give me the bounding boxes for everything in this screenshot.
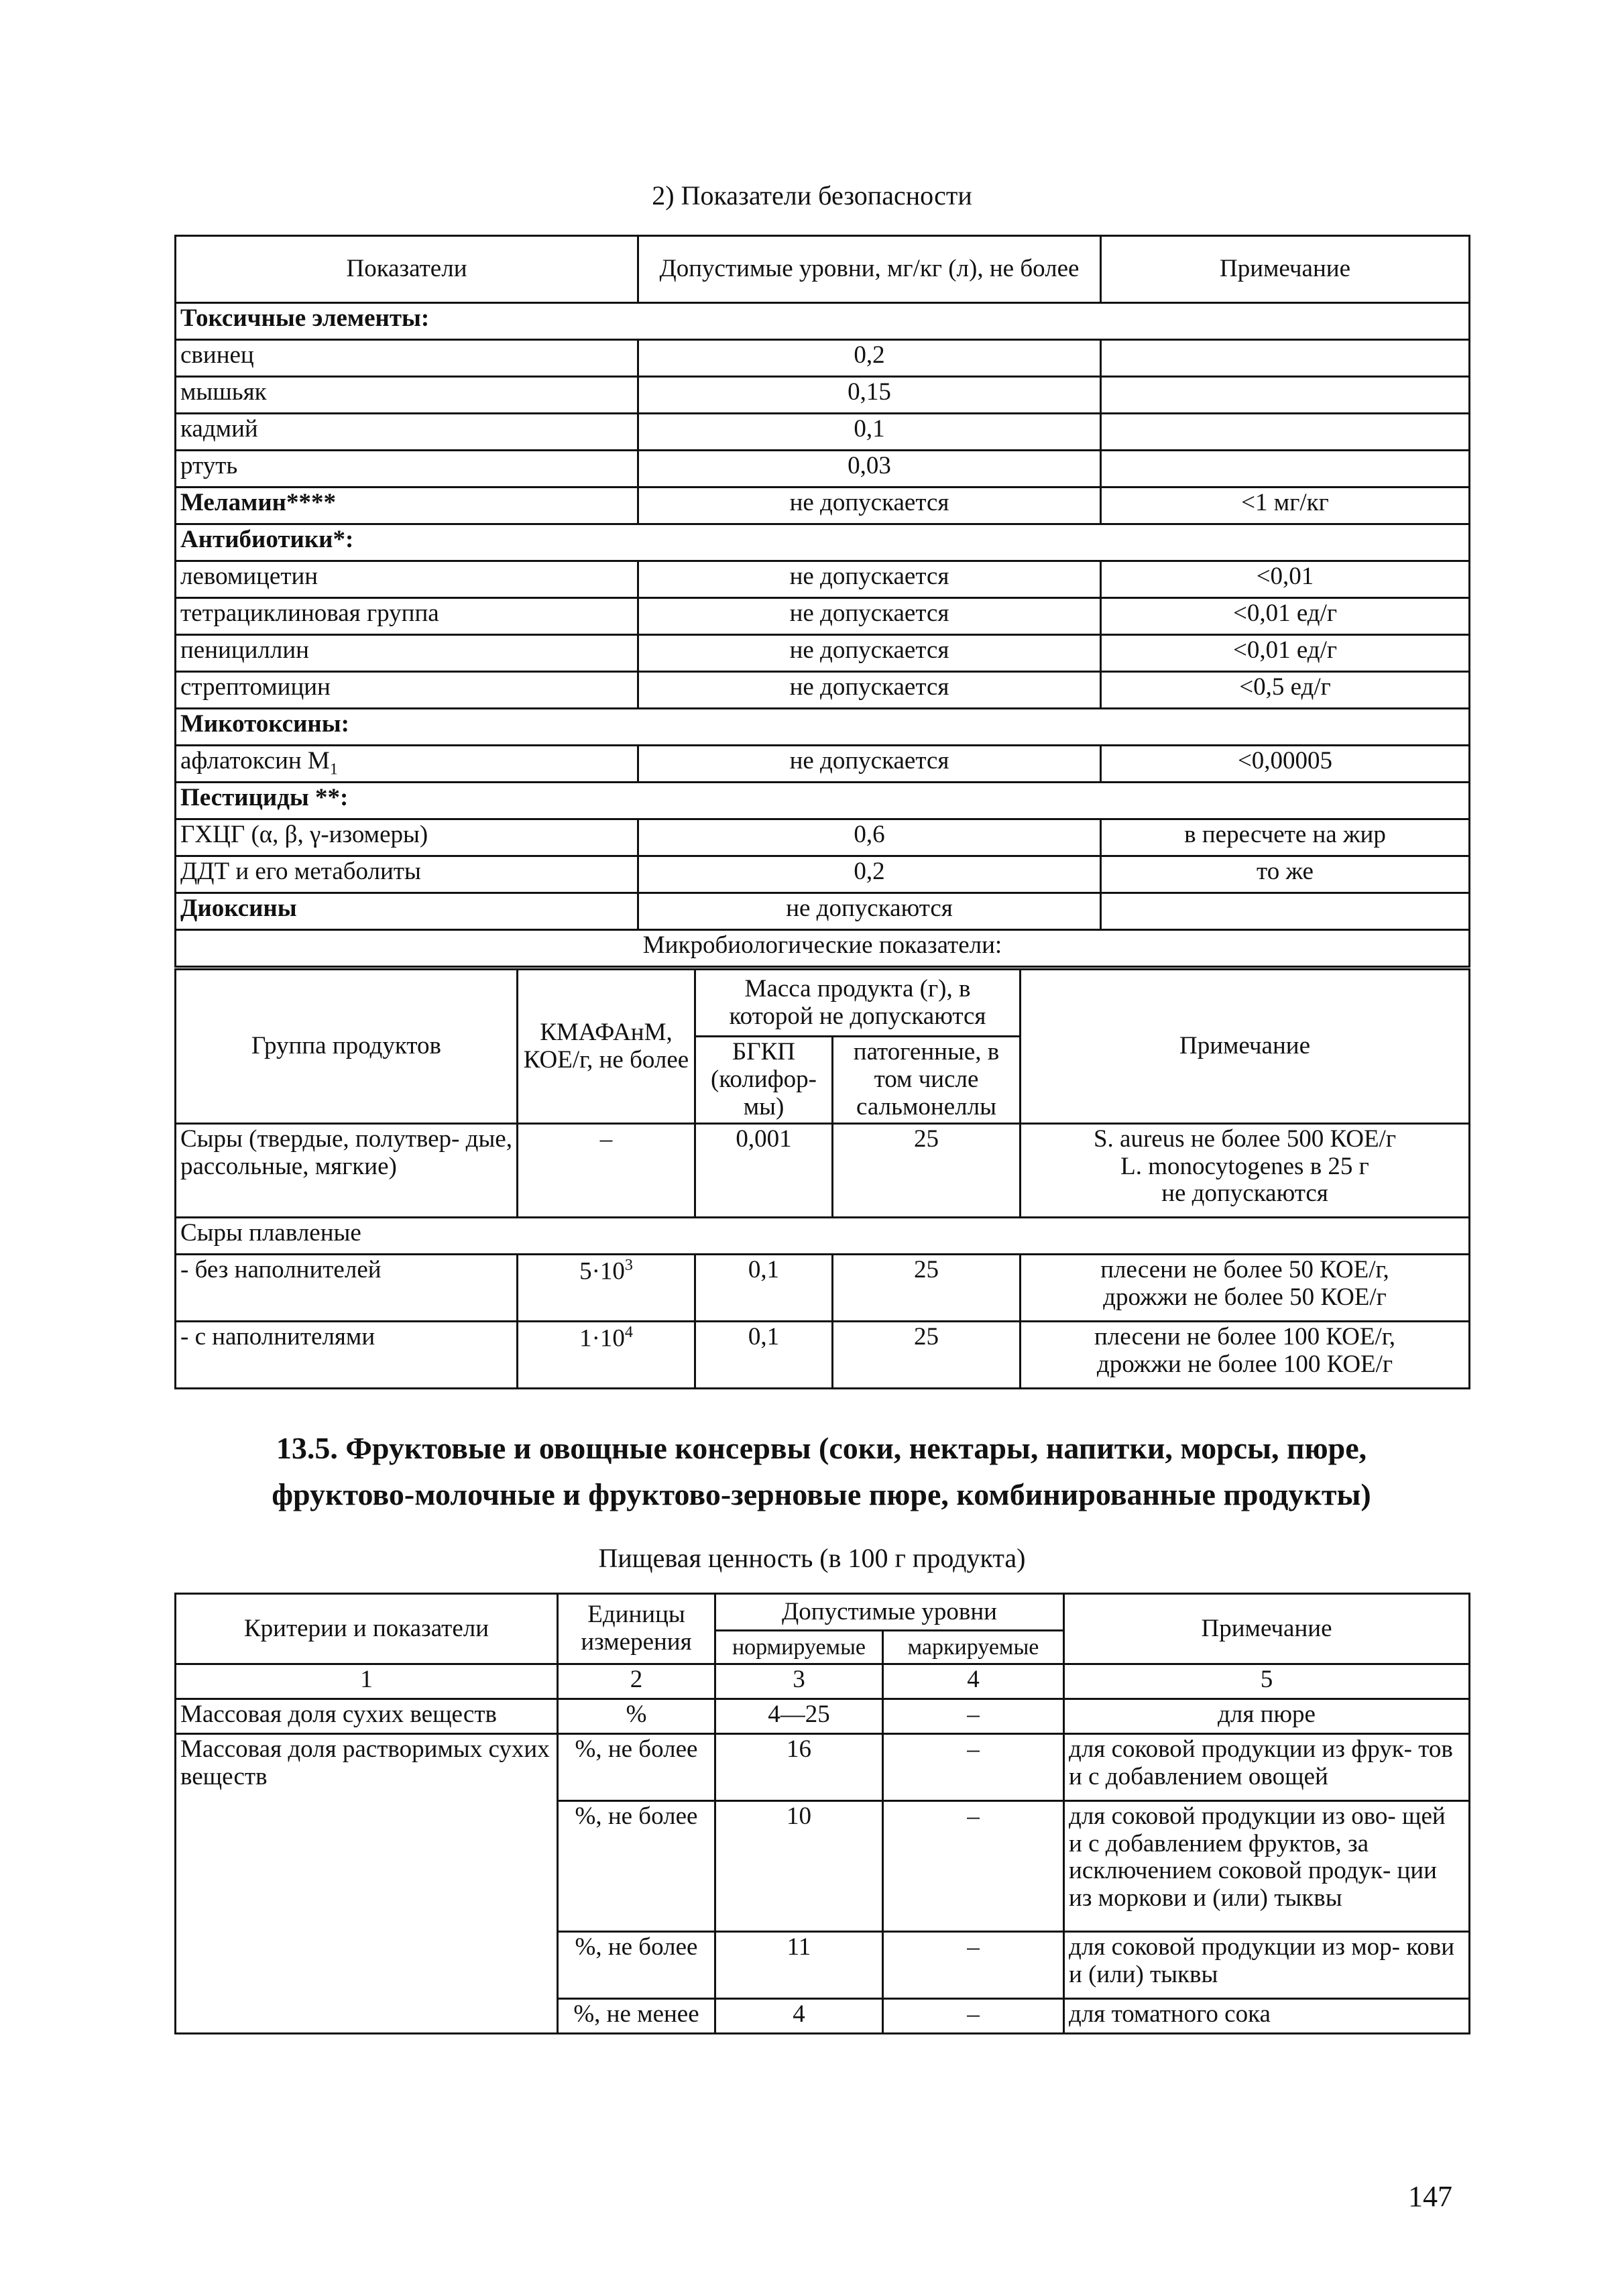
- section-title: [174, 1425, 1468, 1517]
- exponent: 4: [624, 1324, 633, 1341]
- row-value: 0,6: [638, 819, 1101, 856]
- micro-table: [174, 968, 1470, 1389]
- row-value: не допускается: [638, 598, 1101, 635]
- row-labeled: –: [883, 1801, 1064, 1932]
- row-name: Массовая доля сухих веществ: [176, 1699, 558, 1734]
- row-note: [1101, 340, 1470, 377]
- header-labeled: маркируемые: [883, 1631, 1064, 1664]
- group-pesticides: Пестициды **:: [176, 783, 1470, 819]
- header-indicators: Показатели: [176, 236, 638, 303]
- row-name: мышьяк: [176, 377, 638, 414]
- micro-caption: Микробиологические показатели:: [176, 930, 1470, 967]
- row-unit: %, не более: [558, 1932, 715, 1999]
- row-name: Диоксины: [176, 893, 638, 930]
- row-value: 0,2: [638, 340, 1101, 377]
- row-pathogenic: 25: [833, 1322, 1021, 1389]
- group-mycotoxins: Микотоксины:: [176, 709, 1470, 746]
- header-group: Группа продуктов: [176, 970, 518, 1124]
- page-number: 147: [1408, 2180, 1452, 2213]
- header-units: Единицы измерения: [558, 1594, 715, 1664]
- row-value: 0,2: [638, 856, 1101, 893]
- subscript: 1: [329, 760, 338, 779]
- header-note: Примечание: [1021, 970, 1470, 1124]
- safety-table: [174, 235, 1470, 968]
- exponent: 3: [624, 1257, 633, 1274]
- row-bgkp: 0,1: [695, 1255, 833, 1322]
- processed-cheese-label: Сыры плавленые: [176, 1218, 1470, 1255]
- row-name: ДДТ и его метаболиты: [176, 856, 638, 893]
- header-levels: Допустимые уровни, мг/кг (л), не более: [638, 236, 1101, 303]
- row-unit: %, не более: [558, 1734, 715, 1801]
- header-mass: Масса продукта (г), в которой не допускаются: [695, 970, 1021, 1037]
- row-note: для пюре: [1064, 1699, 1470, 1734]
- row-name: ГХЦГ (α, β, γ-изомеры): [176, 819, 638, 856]
- row-name: Меламин****: [176, 487, 638, 524]
- row-name: ртуть: [176, 451, 638, 487]
- row-note: для соковой продукции из ово- щей и с добавлением фруктов, за исключением соковой продук- ции из моркови и (или) тыквы: [1064, 1801, 1470, 1932]
- row-labeled: –: [883, 1932, 1064, 1999]
- header-bgkp: БГКП (колифор- мы): [695, 1037, 833, 1124]
- row-labeled: –: [883, 1999, 1064, 2034]
- row-pathogenic: 25: [833, 1124, 1021, 1218]
- header-criteria: Критерии и показатели: [176, 1594, 558, 1664]
- col-number: 2: [558, 1664, 715, 1699]
- row-name: пенициллин: [176, 635, 638, 672]
- row-value: не допускается: [638, 561, 1101, 598]
- col-number: 1: [176, 1664, 558, 1699]
- row-note: <0,5 ед/г: [1101, 672, 1470, 709]
- row-note: то же: [1101, 856, 1470, 893]
- nutrition-table: [174, 1593, 1470, 2034]
- row-labeled: –: [883, 1699, 1064, 1734]
- row-note: [1101, 377, 1470, 414]
- row-note: для томатного сока: [1064, 1999, 1470, 2034]
- row-name: тетрациклиновая группа: [176, 598, 638, 635]
- row-labeled: –: [883, 1734, 1064, 1801]
- row-note: <0,01 ед/г: [1101, 598, 1470, 635]
- row-name: левомицетин: [176, 561, 638, 598]
- row-note: <1 мг/кг: [1101, 487, 1470, 524]
- col-number: 3: [715, 1664, 883, 1699]
- row-note: S. aureus не более 500 КОЕ/г L. monocytogenes в 25 г не допускаются: [1021, 1124, 1470, 1218]
- group-toxic: Токсичные элементы:: [176, 303, 1470, 340]
- row-value: 0,15: [638, 377, 1101, 414]
- row-note: плесени не более 50 КОЕ/г, дрожжи не более 50 КОЕ/г: [1021, 1255, 1470, 1322]
- header-note: Примечание: [1064, 1594, 1470, 1664]
- header-kmafanm: КМАФАнМ, КОЕ/г, не более: [518, 970, 695, 1124]
- row-value: 0,1: [638, 414, 1101, 451]
- row-group: - без наполнителей: [176, 1255, 518, 1322]
- row-group: - с наполнителями: [176, 1322, 518, 1389]
- row-unit: %: [558, 1699, 715, 1734]
- row-name: Массовая доля растворимых сухих веществ: [176, 1734, 558, 2034]
- safety-caption: 2) Показатели безопасности: [652, 180, 972, 211]
- row-note: [1101, 893, 1470, 930]
- col-number: 4: [883, 1664, 1064, 1699]
- row-note: плесени не более 100 КОЕ/г, дрожжи не более 100 КОЕ/г: [1021, 1322, 1470, 1389]
- row-kmafanm: $1\cdot 10^4$: [518, 1322, 695, 1389]
- row-bgkp: 0,1: [695, 1322, 833, 1389]
- row-unit: %, не менее: [558, 1999, 715, 2034]
- header-note: Примечание: [1101, 236, 1470, 303]
- group-antibiotics: Антибиотики*:: [176, 524, 1470, 561]
- row-kmafanm: $5\cdot 10^3$: [518, 1255, 695, 1322]
- header-pathogenic: патогенные, в том числе сальмонеллы: [833, 1037, 1021, 1124]
- col-number: 5: [1064, 1664, 1470, 1699]
- row-value: не допускается: [638, 746, 1101, 783]
- header-normed: нормируемые: [715, 1631, 883, 1664]
- row-name: афлатоксин $M_1$: [176, 746, 638, 783]
- row-name: кадмий: [176, 414, 638, 451]
- row-note: в пересчете на жир: [1101, 819, 1470, 856]
- nutrition-caption: Пищевая ценность (в 100 г продукта): [598, 1543, 1026, 1573]
- row-normed: 4—25: [715, 1699, 883, 1734]
- row-note: для соковой продукции из мор- кови и (или) тыквы: [1064, 1932, 1470, 1999]
- row-kmafanm: –: [518, 1124, 695, 1218]
- row-value: не допускается: [638, 487, 1101, 524]
- row-value: не допускается: [638, 635, 1101, 672]
- row-bgkp: 0,001: [695, 1124, 833, 1218]
- row-name: стрептомицин: [176, 672, 638, 709]
- row-group: Сыры (твердые, полутвер- дые, рассольные, мягкие): [176, 1124, 518, 1218]
- row-note: <0,00005: [1101, 746, 1470, 783]
- section-title-line: фруктово-молочные и фруктово-зерновые пюре, комбинированные продукты): [272, 1477, 1371, 1511]
- header-levels: Допустимые уровни: [715, 1594, 1064, 1631]
- row-normed: 11: [715, 1932, 883, 1999]
- row-value: 0,03: [638, 451, 1101, 487]
- row-normed: 16: [715, 1734, 883, 1801]
- row-note: <0,01 ед/г: [1101, 635, 1470, 672]
- section-title-line: 13.5. Фруктовые и овощные консервы (соки, нектары, напитки, морсы, пюре,: [276, 1431, 1367, 1465]
- row-note: [1101, 414, 1470, 451]
- row-note: для соковой продукции из фрук- тов и с добавлением овощей: [1064, 1734, 1470, 1801]
- row-name: свинец: [176, 340, 638, 377]
- row-normed: 10: [715, 1801, 883, 1932]
- row-pathogenic: 25: [833, 1255, 1021, 1322]
- row-value: не допускаются: [638, 893, 1101, 930]
- row-normed: 4: [715, 1999, 883, 2034]
- row-note: [1101, 451, 1470, 487]
- row-value: не допускается: [638, 672, 1101, 709]
- row-unit: %, не более: [558, 1801, 715, 1932]
- row-note: <0,01: [1101, 561, 1470, 598]
